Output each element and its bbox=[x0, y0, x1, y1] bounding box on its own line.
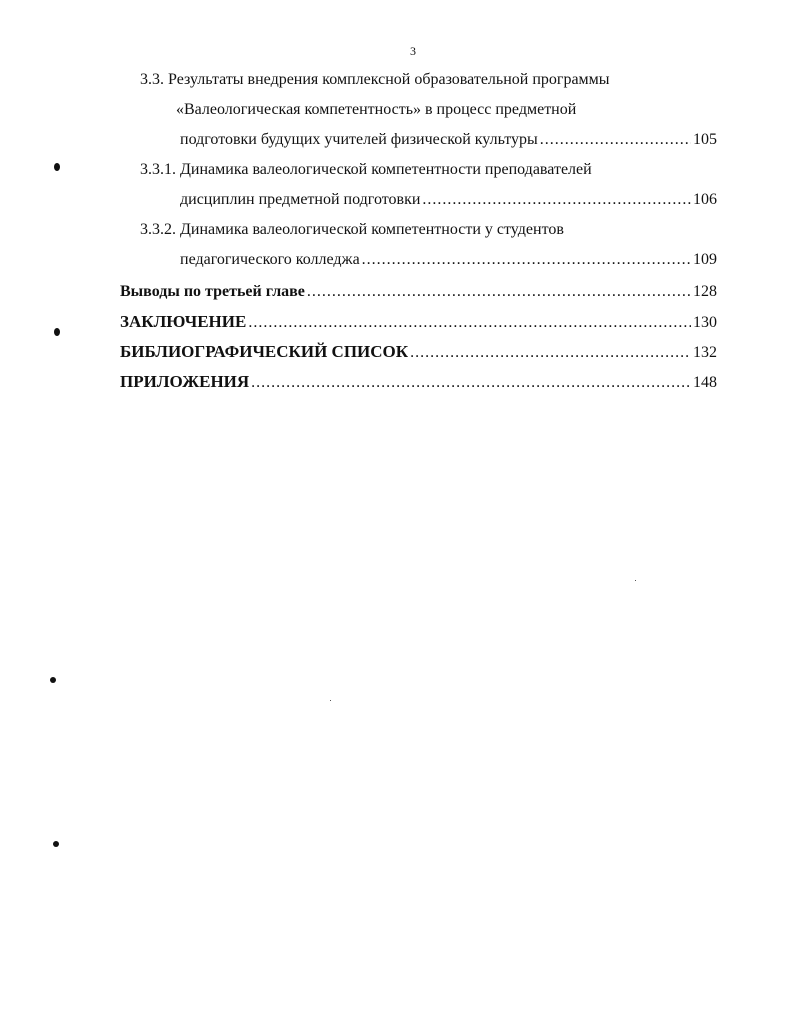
toc-3-3-page: 105 bbox=[693, 131, 717, 148]
toc-entry-conclusion[interactable] bbox=[120, 312, 717, 333]
toc-entry-3-3[interactable] bbox=[180, 130, 717, 150]
binding-hole-mark bbox=[50, 677, 56, 683]
binding-hole-mark bbox=[53, 841, 59, 847]
dot-leader bbox=[422, 190, 691, 210]
dot-leader bbox=[248, 313, 691, 333]
toc-3-3-2-page: 109 bbox=[693, 251, 717, 268]
dot-leader bbox=[410, 343, 691, 363]
binding-hole-mark bbox=[54, 328, 60, 336]
scan-speck bbox=[635, 580, 636, 581]
toc-entry-3-3-2[interactable] bbox=[180, 250, 717, 270]
scan-speck bbox=[330, 700, 331, 701]
toc-conclusions-text: Выводы по третьей главе bbox=[120, 283, 305, 300]
binding-hole-mark bbox=[54, 163, 60, 171]
toc-entry-appendices[interactable] bbox=[120, 372, 717, 393]
toc-3-3-1-page: 106 bbox=[693, 191, 717, 208]
toc-3-3-1-line1: 3.3.1. Динамика валеологической компетентности преподавателей bbox=[140, 161, 592, 178]
toc-appendices-page: 148 bbox=[693, 374, 717, 391]
toc-bibliography-page: 132 bbox=[693, 344, 717, 361]
toc-entry-bibliography[interactable] bbox=[120, 342, 717, 363]
toc-conclusion-text: ЗАКЛЮЧЕНИЕ bbox=[120, 312, 247, 331]
toc-appendices-text: ПРИЛОЖЕНИЯ bbox=[120, 372, 250, 391]
dot-leader bbox=[362, 250, 691, 270]
toc-conclusions-page: 128 bbox=[693, 283, 717, 300]
toc-bibliography-text: БИБЛИОГРАФИЧЕСКИЙ СПИСОК bbox=[120, 342, 409, 361]
table-of-contents bbox=[0, 68, 791, 408]
dot-leader bbox=[307, 282, 691, 302]
dot-leader bbox=[251, 373, 691, 393]
toc-3-3-2-line2: педагогического колледжа bbox=[180, 251, 360, 268]
toc-entry-3-3-1[interactable] bbox=[180, 190, 717, 210]
toc-3-3-line3: подготовки будущих учителей физической культуры bbox=[180, 131, 538, 148]
toc-3-3-1-line2: дисциплин предметной подготовки bbox=[180, 191, 421, 208]
toc-conclusion-page: 130 bbox=[693, 314, 717, 331]
page-number: 3 bbox=[410, 44, 416, 58]
toc-3-3-line1: 3.3. Результаты внедрения комплексной образовательной программы bbox=[140, 71, 610, 88]
toc-3-3-2-line1: 3.3.2. Динамика валеологической компетентности у студентов bbox=[140, 221, 564, 238]
dot-leader bbox=[540, 130, 691, 150]
toc-entry-conclusions-chapter3[interactable] bbox=[120, 282, 717, 302]
toc-3-3-line2: «Валеологическая компетентность» в процесс предметной bbox=[176, 101, 577, 118]
